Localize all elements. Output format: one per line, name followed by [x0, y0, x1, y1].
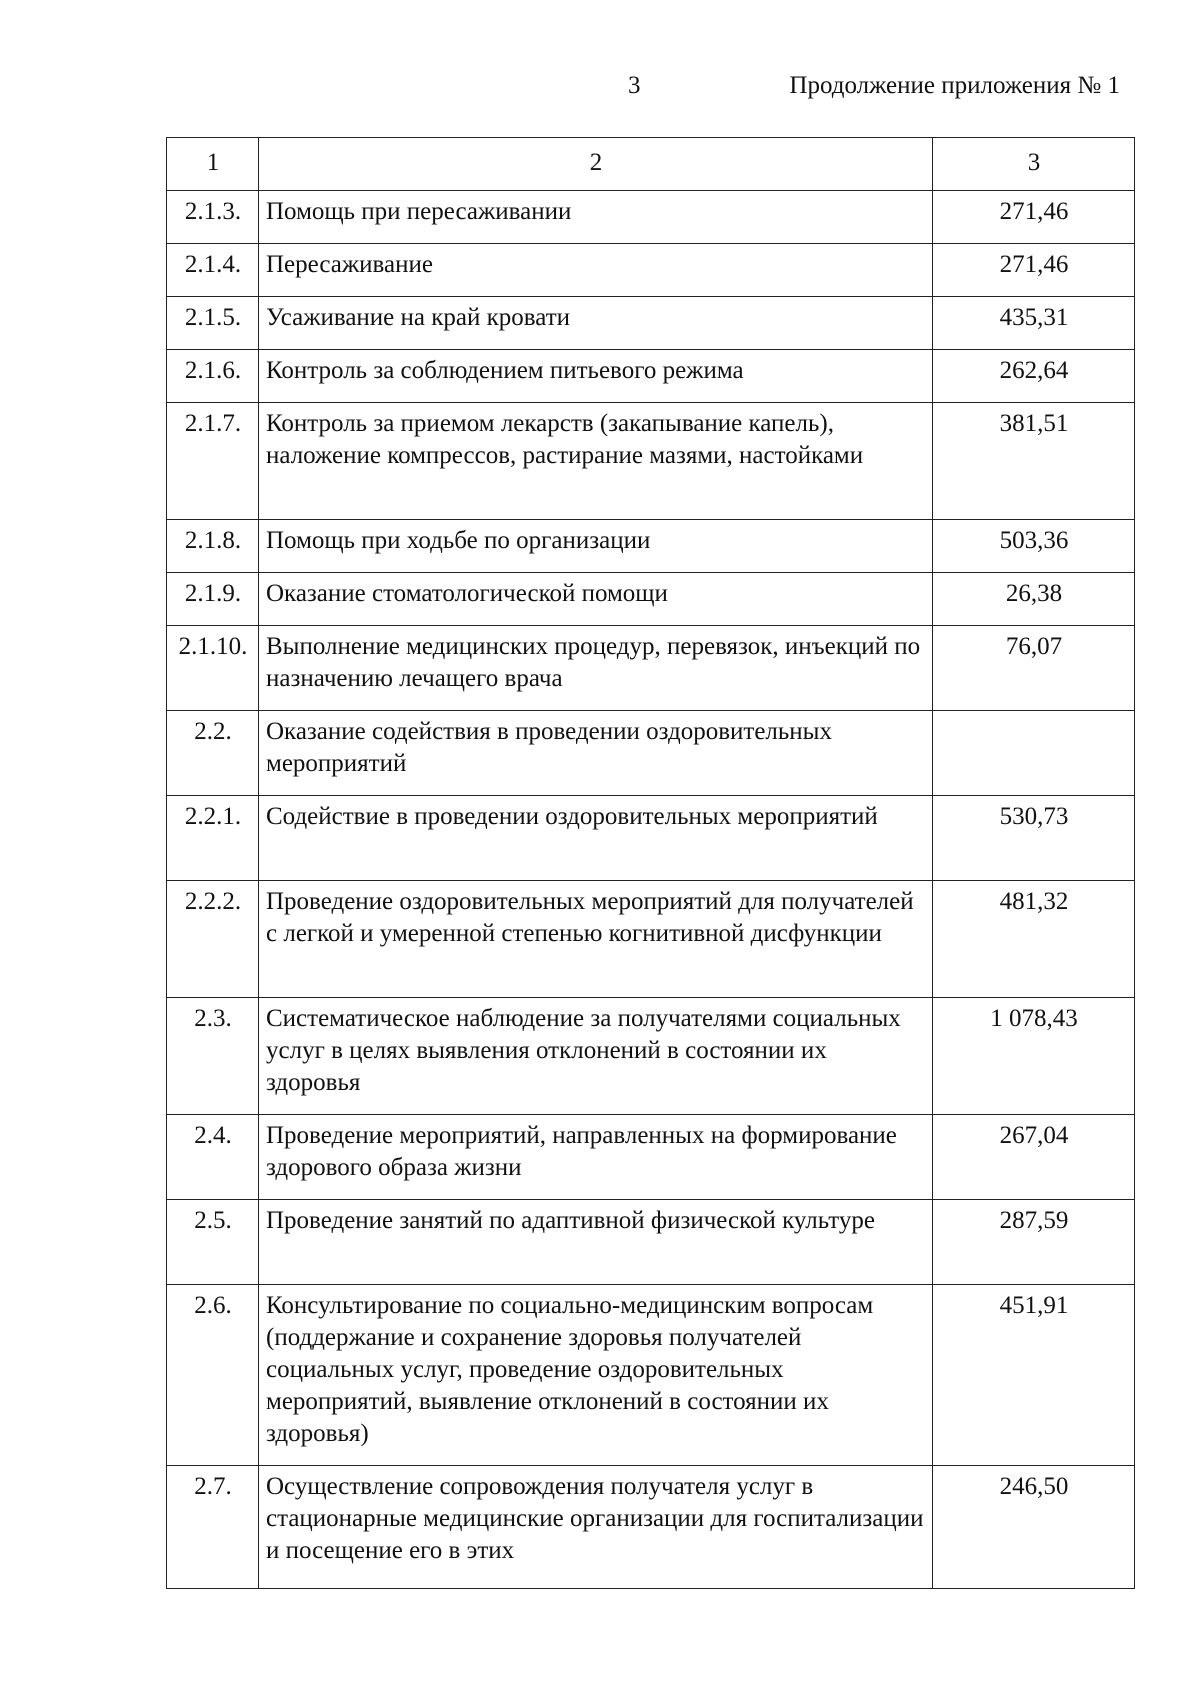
table-row [167, 403, 1135, 520]
row-price: 530,73 [933, 796, 1135, 881]
row-price: 451,91 [933, 1285, 1135, 1466]
table-row [167, 297, 1135, 350]
row-description: Выполнение медицинских процедур, перевязок, инъекций по назначению лечащего врача [259, 626, 933, 711]
row-description: Помощь при ходьбе по организации [259, 520, 933, 573]
table-row [167, 1285, 1135, 1466]
row-price: 287,59 [933, 1200, 1135, 1285]
table-header-row [167, 138, 1135, 191]
row-description: Систематическое наблюдение за получателями социальных услуг в целях выявления отклонений в состоянии их здоровья [259, 998, 933, 1115]
row-description: Проведение занятий по адаптивной физической культуре [259, 1200, 933, 1285]
row-description: Усаживание на край кровати [259, 297, 933, 350]
row-number: 2.1.6. [167, 350, 259, 403]
row-price: 26,38 [933, 573, 1135, 626]
row-price: 262,64 [933, 350, 1135, 403]
row-description: Проведение оздоровительных мероприятий для получателей с легкой и умеренной степенью когнитивной дисфункции [259, 881, 933, 998]
row-price: 76,07 [933, 626, 1135, 711]
row-number: 2.2. [167, 711, 259, 796]
table-row [167, 573, 1135, 626]
table-row [167, 626, 1135, 711]
row-number: 2.2.2. [167, 881, 259, 998]
table-row [167, 881, 1135, 998]
row-number: 2.3. [167, 998, 259, 1115]
row-price [933, 711, 1135, 796]
row-price: 271,46 [933, 244, 1135, 297]
row-number: 2.2.1. [167, 796, 259, 881]
row-number: 2.1.4. [167, 244, 259, 297]
row-number: 2.5. [167, 1200, 259, 1285]
row-description: Оказание стоматологической помощи [259, 573, 933, 626]
row-price: 267,04 [933, 1115, 1135, 1200]
table-row [167, 796, 1135, 881]
table-row [167, 244, 1135, 297]
table-row [167, 1200, 1135, 1285]
row-description: Содействие в проведении оздоровительных мероприятий [259, 796, 933, 881]
row-description: Осуществление сопровождения получателя услуг в стационарные медицинские организации для госпитализации и посещение его в этих [259, 1466, 933, 1589]
row-price: 381,51 [933, 403, 1135, 520]
row-price: 435,31 [933, 297, 1135, 350]
table-row [167, 191, 1135, 244]
row-price: 1 078,43 [933, 998, 1135, 1115]
row-description: Помощь при пересаживании [259, 191, 933, 244]
row-description: Проведение мероприятий, направленных на формирование здорового образа жизни [259, 1115, 933, 1200]
row-description: Консультирование по социально-медицинским вопросам (поддержание и сохранение здоровья получателей социальных услуг, проведение оздоровительных мероприятий, выявление отклонений в состоянии их здоровья) [259, 1285, 933, 1466]
services-price-table [166, 137, 1135, 1589]
row-price: 271,46 [933, 191, 1135, 244]
row-description: Оказание содействия в проведении оздоровительных мероприятий [259, 711, 933, 796]
row-number: 2.7. [167, 1466, 259, 1589]
row-price: 246,50 [933, 1466, 1135, 1589]
row-number: 2.1.8. [167, 520, 259, 573]
table-row [167, 1115, 1135, 1200]
row-price: 503,36 [933, 520, 1135, 573]
row-description: Пересаживание [259, 244, 933, 297]
row-number: 2.1.10. [167, 626, 259, 711]
row-number: 2.1.7. [167, 403, 259, 520]
table-section-row [167, 711, 1135, 796]
appendix-continuation-title: Продолжение приложения № 1 [789, 72, 1120, 99]
row-price: 481,32 [933, 881, 1135, 998]
row-number: 2.6. [167, 1285, 259, 1466]
column-header-number: 1 [167, 138, 259, 191]
row-number: 2.1.5. [167, 297, 259, 350]
table-row [167, 520, 1135, 573]
row-description: Контроль за соблюдением питьевого режима [259, 350, 933, 403]
column-header-price: 3 [933, 138, 1135, 191]
table-row [167, 998, 1135, 1115]
table-row [167, 350, 1135, 403]
column-header-description: 2 [259, 138, 933, 191]
row-number: 2.1.3. [167, 191, 259, 244]
row-number: 2.1.9. [167, 573, 259, 626]
row-number: 2.4. [167, 1115, 259, 1200]
row-description: Контроль за приемом лекарств (закапывание капель), наложение компрессов, растирание мазями, настойками [259, 403, 933, 520]
table-row [167, 1466, 1135, 1589]
page-number: 3 [628, 72, 641, 99]
